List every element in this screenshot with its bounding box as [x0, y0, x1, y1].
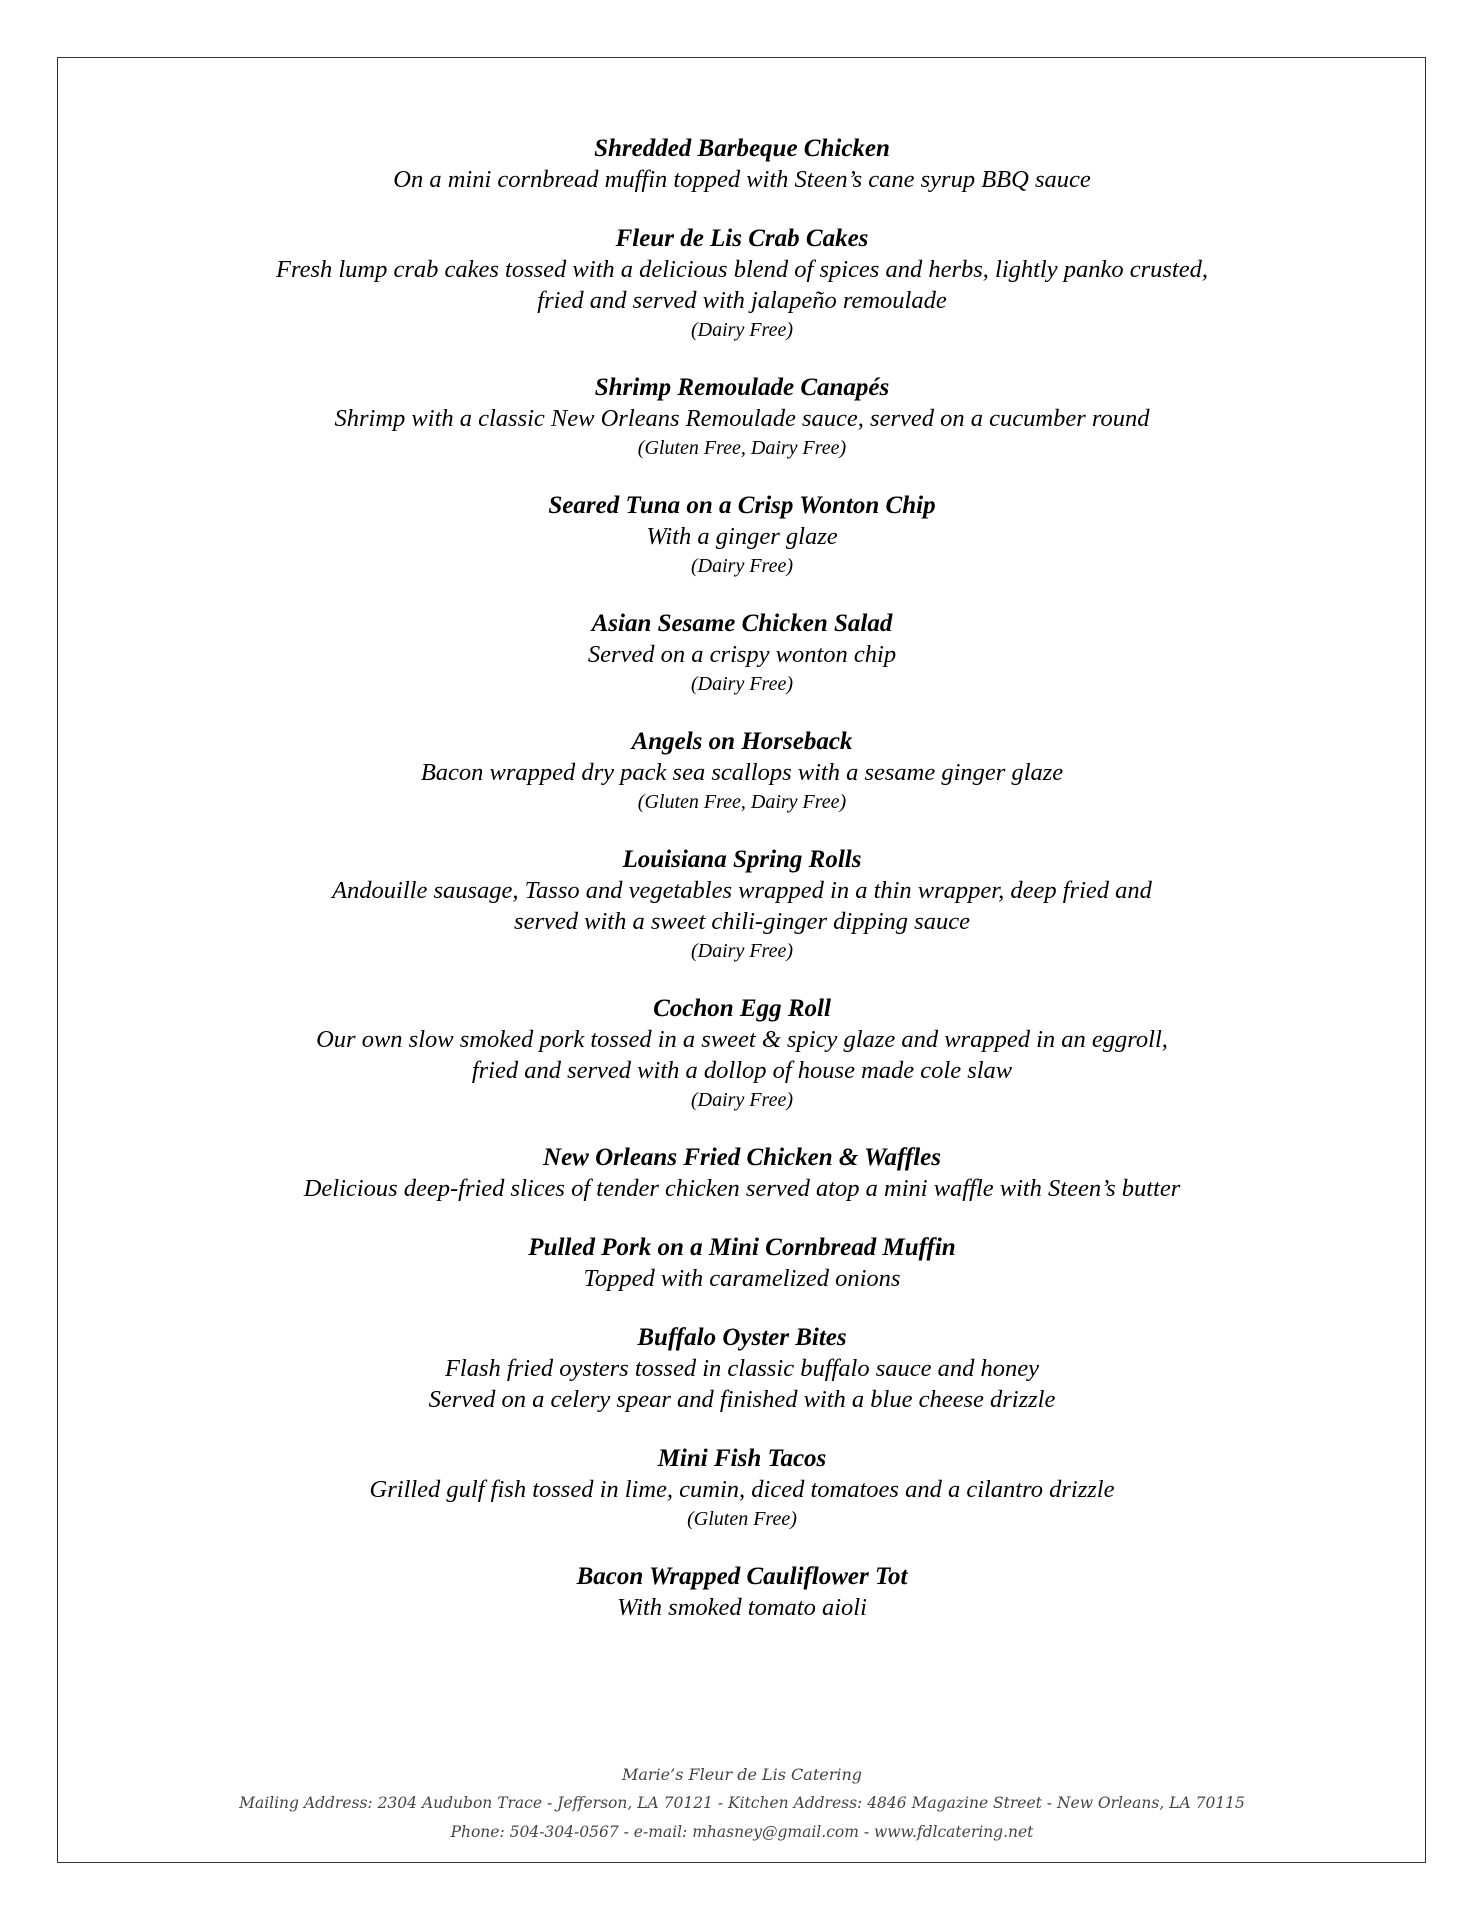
item-description: fried and served with jalapeño remoulade — [537, 287, 947, 314]
footer-addresses: Mailing Address: 2304 Audubon Trace - Jefferson, LA 70121 - Kitchen Address: 4846 Magazine Street - New Orleans, LA 70115 — [239, 1794, 1245, 1812]
menu-item — [0, 1142, 1484, 1204]
menu-item — [0, 490, 1484, 580]
menu-item — [0, 1232, 1484, 1294]
item-dietary-note: (Dairy Free) — [691, 673, 793, 695]
menu-item — [0, 133, 1484, 195]
item-description: Served on a crispy wonton chip — [587, 641, 897, 668]
item-name: Shredded Barbeque Chicken — [594, 135, 890, 162]
item-description: With a ginger glaze — [646, 523, 838, 550]
item-description: Topped with caramelized onions — [583, 1265, 901, 1292]
item-name: Louisiana Spring Rolls — [622, 846, 862, 873]
footer-contact: Phone: 504-304-0567 - e-mail: mhasney@gmail.com - www.fdlcatering.net — [450, 1823, 1034, 1841]
menu-item — [0, 1561, 1484, 1623]
item-name: Buffalo Oyster Bites — [637, 1324, 847, 1351]
item-description: Andouille sausage, Tasso and vegetables wrapped in a thin wrapper, deep fried and — [332, 877, 1152, 904]
item-dietary-note: (Dairy Free) — [691, 555, 793, 577]
item-dietary-note: (Gluten Free, Dairy Free) — [637, 437, 847, 459]
item-description: Grilled gulf fish tossed in lime, cumin, diced tomatoes and a cilantro drizzle — [369, 1476, 1115, 1503]
item-name: Cochon Egg Roll — [653, 995, 831, 1022]
item-dietary-note: (Dairy Free) — [691, 940, 793, 962]
menu-item — [0, 993, 1484, 1114]
item-description: Shrimp with a classic New Orleans Remoulade sauce, served on a cucumber round — [334, 405, 1150, 432]
item-name: New Orleans Fried Chicken & Waffles — [543, 1144, 941, 1171]
item-name: Shrimp Remoulade Canapés — [594, 374, 890, 401]
item-dietary-note: (Dairy Free) — [691, 319, 793, 341]
item-description: Flash fried oysters tossed in classic buffalo sauce and honey — [444, 1355, 1040, 1382]
menu-list — [0, 133, 1484, 1651]
footer-company-name: Marie’s Fleur de Lis Catering — [621, 1765, 863, 1784]
item-name: Angels on Horseback — [631, 728, 853, 755]
item-description: On a mini cornbread muffin topped with Steen’s cane syrup BBQ sauce — [393, 166, 1091, 193]
item-dietary-note: (Gluten Free) — [687, 1508, 797, 1530]
menu-item — [0, 223, 1484, 344]
item-name: Fleur de Lis Crab Cakes — [615, 225, 869, 252]
footer — [0, 1760, 1484, 1847]
item-description: Served on a celery spear and finished with a blue cheese drizzle — [428, 1386, 1056, 1413]
item-description: Fresh lump crab cakes tossed with a delicious blend of spices and herbs, lightly panko crusted, — [275, 256, 1208, 283]
item-description: served with a sweet chili-ginger dipping sauce — [514, 908, 970, 935]
menu-item — [0, 1443, 1484, 1533]
item-name: Seared Tuna on a Crisp Wonton Chip — [548, 492, 936, 519]
item-description: Delicious deep-fried slices of tender chicken served atop a mini waffle with Steen’s butter — [303, 1175, 1181, 1202]
menu-item — [0, 726, 1484, 816]
item-description: With smoked tomato aioli — [617, 1594, 867, 1621]
menu-item — [0, 1322, 1484, 1415]
item-description: Our own slow smoked pork tossed in a sweet & spicy glaze and wrapped in an eggroll, — [316, 1026, 1168, 1053]
item-name: Asian Sesame Chicken Salad — [591, 610, 893, 637]
menu-item — [0, 608, 1484, 698]
item-name: Mini Fish Tacos — [657, 1445, 827, 1472]
item-description: fried and served with a dollop of house made cole slaw — [471, 1057, 1013, 1084]
item-dietary-note: (Dairy Free) — [691, 1089, 793, 1111]
menu-item — [0, 372, 1484, 462]
item-description: Bacon wrapped dry pack sea scallops with a sesame ginger glaze — [420, 759, 1064, 786]
item-name: Bacon Wrapped Cauliflower Tot — [576, 1563, 908, 1590]
item-name: Pulled Pork on a Mini Cornbread Muffin — [528, 1234, 956, 1261]
item-dietary-note: (Gluten Free, Dairy Free) — [637, 791, 847, 813]
menu-item — [0, 844, 1484, 965]
